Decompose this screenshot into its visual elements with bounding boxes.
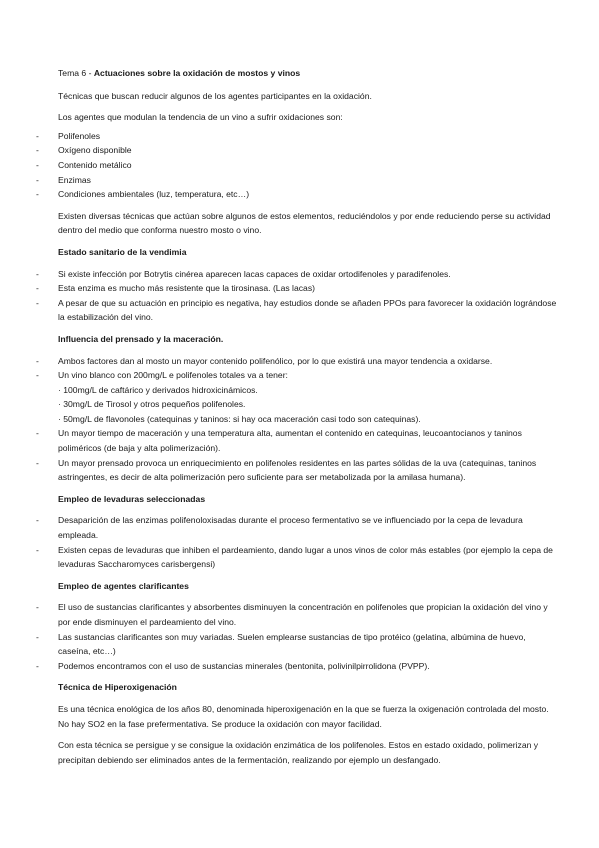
title-prefix: Tema 6 - [58,68,94,78]
list-item: - Si existe infección por Botrytis cinérea aparecen lacas capaces de oxidar ortodifenoles y paradifenoles. [58,267,558,282]
list-item: - El uso de sustancias clarificantes y absorbentes disminuyen la concentración en polifenoles que propician la oxidación del vino y por ende disminuyen el pardeamiento del vino. [58,600,558,629]
document-body [58,66,558,774]
agents-list [58,129,558,202]
section-heading-prensado: Influencia del prensado y la maceración. [58,333,224,344]
sub-item: · 50mg/L de flavonoles (catequinas y taninos: si hay oca maceración casi todo son catequinas). [58,413,421,424]
section-heading-clarificantes: Empleo de agentes clarificantes [58,580,189,591]
list-item: - Enzimas [58,173,558,188]
section-heading-hiperoxigenacion: Técnica de Hiperoxigenación [58,682,177,693]
list-item: - Contenido metálico [58,158,558,173]
title-text: Actuaciones sobre la oxidación de mostos y vinos [93,68,301,78]
list-item: - Un mayor prensado provoca un enriquecimiento en polifenoles residentes en las partes sólidas de la uva (catequinas, taninos astringentes, es decir de alta polimerización pero suficiente para ser metabolizada por la amilasa humana). [58,456,558,485]
list-item: - Polifenoles [58,129,558,144]
page-title [58,66,558,81]
list-item: - Un mayor tiempo de maceración y una temperatura alta, aumentan el contenido en catequinas, leucoantocianos y taninos poliméricos (de baja y alta polimerización). [58,426,558,455]
sub-item: · 30mg/L de Tirosol y otros pequeños polifenoles. [58,399,246,410]
list-item: - Podemos encontramos con el uso de sustancias minerales (bentonita, polivinilpirrolidona (PVPP). [58,659,558,674]
section-list-prensado [58,354,558,485]
list-item: - Existen cepas de levaduras que inhiben el pardeamiento, dando lugar a unos vinos de color más estables (por ejemplo la cepa de levaduras Saccharomyces carisbergensi) [58,543,558,572]
list-item: - Desaparición de las enzimas polifenoloxisadas durante el proceso fermentativo se ve influenciado por la cepa de levadura empleada. [58,513,558,542]
list-item: - A pesar de que su actuación en principio es negativa, hay estudios donde se añaden PPOs para favorecer la oxidación lográndose la estabilización del vino. [58,296,558,325]
list-item-main-text: - Un vino blanco con 200mg/L e polifenoles totales va a tener: [58,370,288,381]
list-item: - Oxígeno disponible [58,143,558,158]
hiperoxigenacion-paragraph-2: Con esta técnica se persigue y se consigue la oxidación enzimática de los polifenoles. Estos en estado oxidado, polimerizan y precipitan debiendo ser eliminados antes de la fermentación, realizando por ejemplo un desfangado. [58,740,539,765]
hiperoxigenacion-paragraph-1: Es una técnica enológica de los años 80, denominada hiperoxigenación en la que se fuerza la oxigenación controlada del mosto. No hay SO2 en la fase prefermentativa. Se produce la oxidación con mayor facilidad. [58,703,549,729]
section-list-clarificantes [58,600,558,673]
section-heading-levaduras: Empleo de levaduras seleccionadas [58,493,206,504]
list-item: - Condiciones ambientales (luz, temperatura, etc…) [58,187,558,202]
intro-paragraph-3: Existen diversas técnicas que actúan sobre algunos de estos elementos, reduciéndolos y por ende reduciendo perse su actividad dentro del medio que conforma nuestro mosto o vino. [58,210,551,236]
list-item [58,368,558,426]
section-heading-sanitario: Estado sanitario de la vendimia [58,246,187,257]
section-list-levaduras [58,513,558,571]
section-list-sanitario [58,267,558,325]
list-item: - Las sustancias clarificantes son muy variadas. Suelen emplearse sustancias de tipo protéico (gelatina, albúmina de huevo, caseína, etc…) [58,630,558,659]
sub-item: · 100mg/L de caftárico y derivados hidroxicinámicos. [58,384,258,395]
list-item: - Esta enzima es mucho más resistente que la tirosinasa. (Las lacas) [58,281,558,296]
intro-paragraph-2: Los agentes que modulan la tendencia de un vino a sufrir oxidaciones son: [58,112,343,123]
list-item: - Ambos factores dan al mosto un mayor contenido polifenólico, por lo que existirá una mayor tendencia a oxidarse. [58,354,558,369]
intro-paragraph-1: Técnicas que buscan reducir algunos de los agentes participantes en la oxidación. [58,90,372,101]
